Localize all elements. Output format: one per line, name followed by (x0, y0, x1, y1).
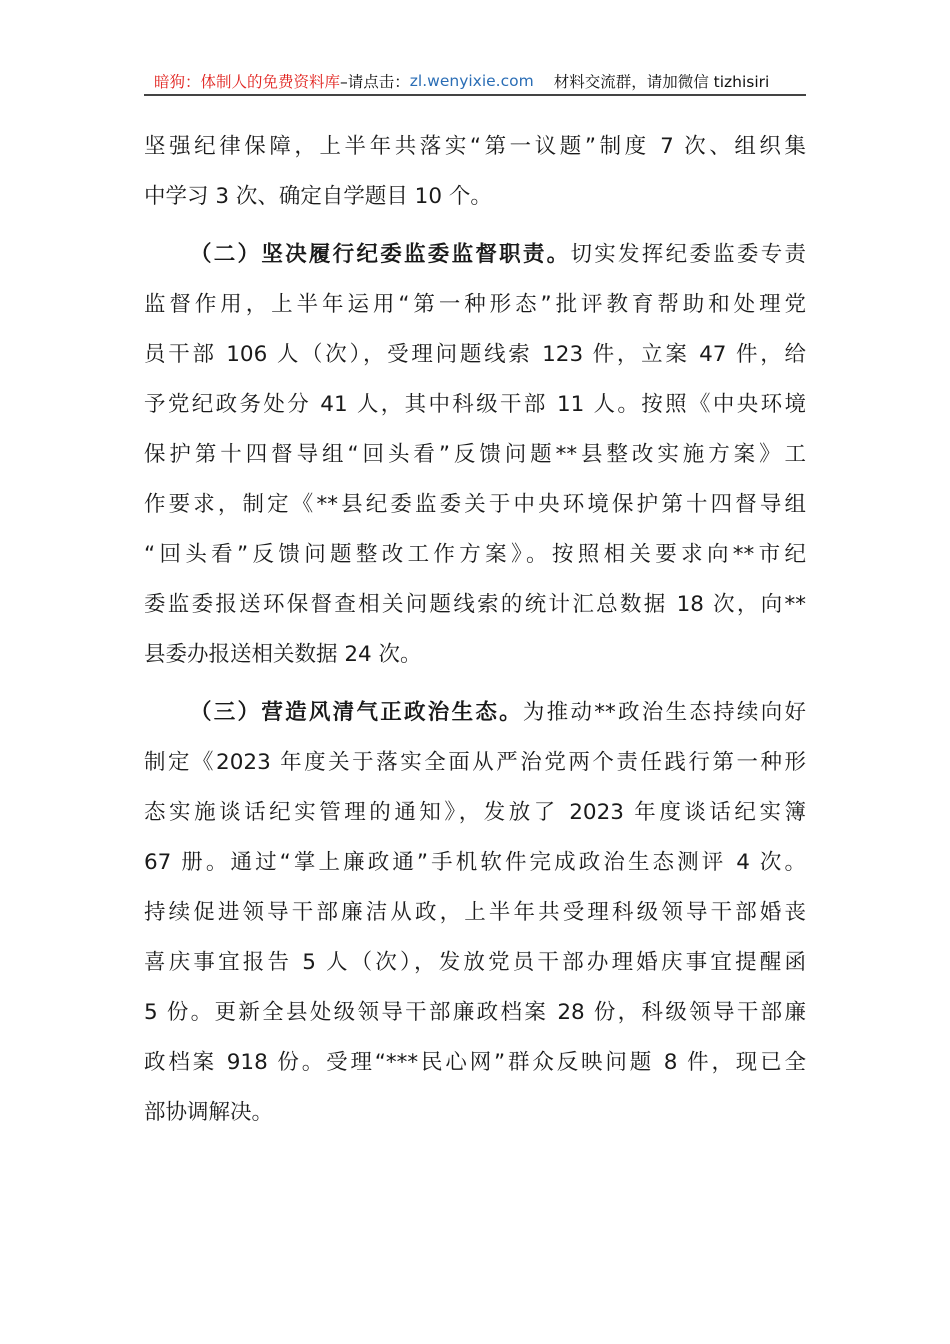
text-line (144, 838, 806, 888)
text-line (144, 788, 806, 838)
text-line (144, 530, 806, 580)
line-text: 员干部 106 人（次），受理问题线索 123 件，立案 47 件，给 (144, 342, 806, 367)
text-line (144, 580, 806, 630)
text-line (144, 330, 806, 380)
line-text: 部协调解决。 (144, 1100, 274, 1125)
line-text: 持续促进领导干部廉洁从政，上半年共受理科级领导干部婚丧 (144, 900, 806, 925)
text-line (144, 480, 806, 530)
line-text: 切实发挥纪委监委专责 (570, 242, 806, 267)
header-divider (144, 94, 806, 96)
section-heading: （二）坚决履行纪委监委监督职责。 (190, 242, 571, 267)
line-text: 5 份。更新全县处级领导干部廉政档案 28 份，科级领导干部廉 (144, 1000, 806, 1025)
text-line (144, 630, 806, 680)
text-line (144, 688, 806, 738)
line-text: 县委办报送相关数据 24 次。 (144, 642, 422, 667)
paragraph (144, 230, 806, 680)
page-header (144, 68, 806, 94)
line-text: 监督作用，上半年运用“第一种形态”批评教育帮助和处理党 (144, 292, 806, 317)
text-line (144, 1088, 806, 1138)
text-line (144, 938, 806, 988)
line-text: 制定《2023 年度关于落实全面从严治党两个责任践行第一种形 (144, 750, 806, 775)
document-body (144, 122, 806, 1146)
line-text: 予党纪政务处分 41 人，其中科级干部 11 人。按照《中央环境 (144, 392, 806, 417)
header-cta: –请点击： (340, 73, 410, 91)
line-text: 态实施谈话纪实管理的通知》，发放了 2023 年度谈话纪实簿 (144, 800, 806, 825)
text-line (144, 1038, 806, 1088)
text-line (144, 380, 806, 430)
paragraph (144, 122, 806, 222)
line-text: 中学习 3 次、确定自学题目 10 个。 (144, 184, 492, 209)
line-text: 喜庆事宜报告 5 人（次），发放党员干部办理婚庆事宜提醒函 (144, 950, 806, 975)
section-heading: （三）营造风清气正政治生态。 (190, 700, 523, 725)
header-contact: 材料交流群，请加微信 tizhisiri (553, 73, 770, 91)
paragraph (144, 688, 806, 1138)
text-line (144, 230, 806, 280)
header-brand: 暗狗：体制人的免费资料库 (154, 73, 341, 91)
line-text: “回头看”反馈问题整改工作方案》。按照相关要求向**市纪 (144, 542, 806, 567)
text-line (144, 738, 806, 788)
text-line (144, 172, 806, 222)
line-text: 作要求，制定《**县纪委监委关于中央环境保护第十四督导组 (144, 492, 806, 517)
line-text: 政档案 918 份。受理“***民心网”群众反映问题 8 件，现已全 (144, 1050, 806, 1075)
line-text: 保护第十四督导组“回头看”反馈问题**县整改实施方案》工 (144, 442, 806, 467)
line-text: 为推动**政治生态持续向好 (522, 700, 806, 725)
text-line (144, 280, 806, 330)
line-text: 坚强纪律保障，上半年共落实“第一议题”制度 7 次、组织集 (144, 134, 806, 159)
text-line (144, 430, 806, 480)
text-line (144, 122, 806, 172)
text-line (144, 888, 806, 938)
text-line (144, 988, 806, 1038)
header-link[interactable]: zl.wenyixie.com (409, 72, 534, 90)
line-text: 委监委报送环保督查相关问题线索的统计汇总数据 18 次，向** (144, 592, 806, 617)
line-text: 67 册。通过“掌上廉政通”手机软件完成政治生态测评 4 次。 (144, 850, 806, 875)
